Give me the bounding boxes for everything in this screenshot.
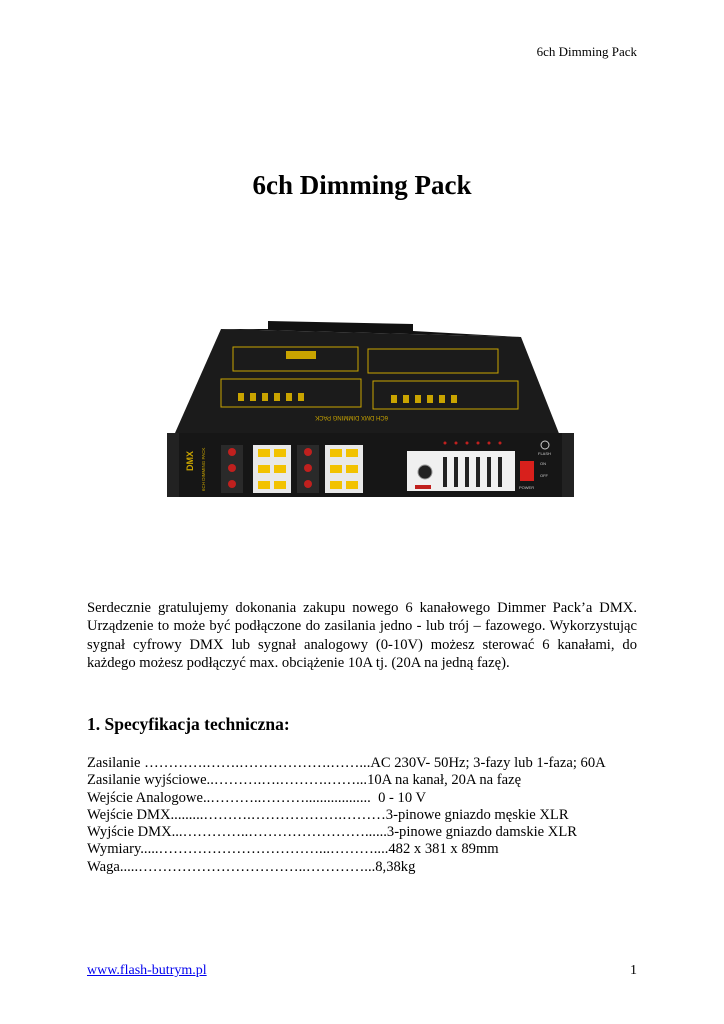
power-switch	[520, 461, 534, 481]
top-label: 6CH DMX DIMMING PACK	[315, 414, 388, 420]
front-label: DMX	[185, 451, 195, 471]
spec-item: Zasilanie ………….…….……………….……...AC 230V- 50Hz; 3-fazy lub 1-faza; 60A	[87, 755, 606, 771]
address-knob-icon	[418, 465, 432, 479]
spec-item: Wejście DMX.........……….……………….………3-pinowe gniazdo męskie XLR	[87, 806, 569, 823]
brand-label: FLASH	[538, 451, 551, 456]
document-title: 6ch Dimming Pack	[252, 170, 472, 200]
power-label: POWER	[519, 485, 535, 490]
on-label: ON	[540, 461, 546, 466]
spec-list	[87, 755, 606, 876]
product-photo	[163, 261, 578, 539]
footer-website-link[interactable]: www.flash-butrym.pl	[87, 963, 207, 978]
spec-item: Wyjście DMX...…………..……………………......3-pinowe gniazdo damskie XLR	[87, 824, 577, 841]
off-label: OFF	[540, 473, 548, 478]
running-header: 6ch Dimming Pack	[536, 44, 637, 59]
intro-paragraph: Serdecznie gratulujemy dokonania zakupu nowego 6 kanałowego Dimmer Pack’a DMX. Urządzenie to może być podłączone do zasilania jedno - lub trój – fazowego. Wykorzystując sygnał cyfrowy DMX lub sygnał analogowy (0-10V) możesz sterować 6 kanałami, do każdego możesz podłączyć max. obciążenie 10A tj. (20A na jedną fazę).	[87, 600, 637, 672]
spec-item: Wejście Analogowe..………..……….................. 0 - 10 V	[87, 789, 427, 806]
front-sublabel: 6CH DIMMING PACK	[201, 447, 206, 491]
spec-item: Waga.....……………………………..…………...8,38kg	[87, 858, 416, 875]
spec-item: Zasilanie wyjściowe..……….….……….……...10A na kanał, 20A na fazę	[87, 772, 522, 789]
section-heading: 1. Specyfikacja techniczna:	[87, 714, 290, 734]
page-number: 1	[630, 963, 637, 978]
spec-item: Wymiary.....……………………………...………....482 x 381 x 89mm	[87, 841, 499, 858]
